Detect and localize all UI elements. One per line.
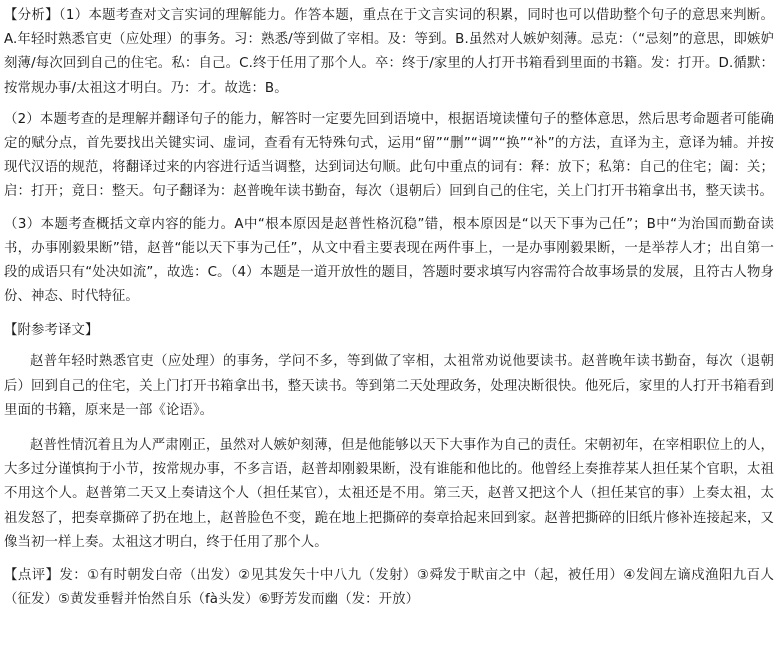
translation-heading: 【附参考译文】	[4, 323, 99, 339]
comment-paragraph: 【点评】发：①有时朝发白帝（出发）②见其发矢十中八九（发射）③舜发于畎亩之中（起，被任用）④发闾左谪戍渔阳九百人（征发）⑤黄发垂髫并怡然自乐（fà头发）⑥野芳发而幽（发：开放）	[4, 568, 774, 608]
analysis-paragraph-1: 【分析】（1）本题考查对文言实词的理解能力。作答本题，重点在于文言实词的积累，同时也可以借助整个句子的意思来判断。A.年轻时熟悉官吏（应处理）的事务。习：熟悉/等到做了宰相。及：等到。B.虽然对人嫉妒刻薄。忌克：（“忌刻”的意思，即嫉妒刻薄/每次回到自己的住宅。私：自己。C.终于任用了那个人。卒：终于/家里的人打开书箱看到里面的书籍。发：打开。D.循默：按常规办事/太祖这才明白。乃：才。故选：B。	[4, 8, 774, 96]
translation-paragraph-2: 赵普性情沉着且为人严肃刚正，虽然对人嫉妒刻薄，但是他能够以天下大事作为自己的责任。宋朝初年，在宰相职位上的人，大多过分谨慎拘于小节，按常规办事，不多言语，赵普却刚毅果断，没有谁能和他比的。他曾经上奏推荐某人担任某个官职，太祖不用这个人。赵普第二天又上奏请这个人（担任某官），太祖还是不用。第三天，赵普又把这个人（担任某官的事）上奏太祖，太祖发怒了，把奏章撕碎了扔在地上，赵普脸色不变，跪在地上把撕碎的奏章拾起来回到家。赵普把撕碎的旧纸片修补连接起来，又像当初一样上奏。太祖这才明白，终于任用了那个人。	[4, 438, 774, 550]
analysis-paragraph-3: （3）本题考查概括文章内容的能力。A中“根本原因是赵普性格沉稳”错，根本原因是“以天下事为己任”；B中“为治国而勤奋读书，办事刚毅果断”错，赵普“能以天下事为己任”，从文中看主要表现在两件事上，一是办事刚毅果断，一是举荐人才；出自第一段的成语只有“处决如流”，故选：C。（4）本题是一道开放性的题目，答题时要求填写内容需符合故事场景的发展，且符古人物身份、神态、时代特征。	[4, 216, 774, 305]
translation-paragraph-1: 赵普年轻时熟悉官吏（应处理）的事务，学问不多，等到做了宰相，太祖常劝说他要读书。赵普晚年读书勤奋，每次（退朝后）回到自己的住宅，关上门打开书箱拿出书，整天读书。等到第二天处理政务，处理决断很快。他死后，家里的人打开书箱看到里面的书籍，原来是一部《论语》。	[4, 354, 774, 418]
analysis-paragraph-2: （2）本题考查的是理解并翻译句子的能力，解答时一定要先回到语境中，根据语境读懂句子的整体意思，然后思考命题者可能确定的赋分点，首先要找出关键实词、虚词，查看有无特殊句式，运用“留”“删”“调”“换”“补”的方法，直译为主，意译为辅。并按现代汉语的规范，将翻译过来的内容进行适当调整，达到词达句顺。此句中重点的词有：释：放下；私第：自己的住宅；阖：关；启：打开；竟日：整天。句子翻译为：赵普晚年读书勤奋，每次（退朝后）回到自己的住宅，关上门打开书箱拿出书，整天读书。	[4, 111, 774, 200]
